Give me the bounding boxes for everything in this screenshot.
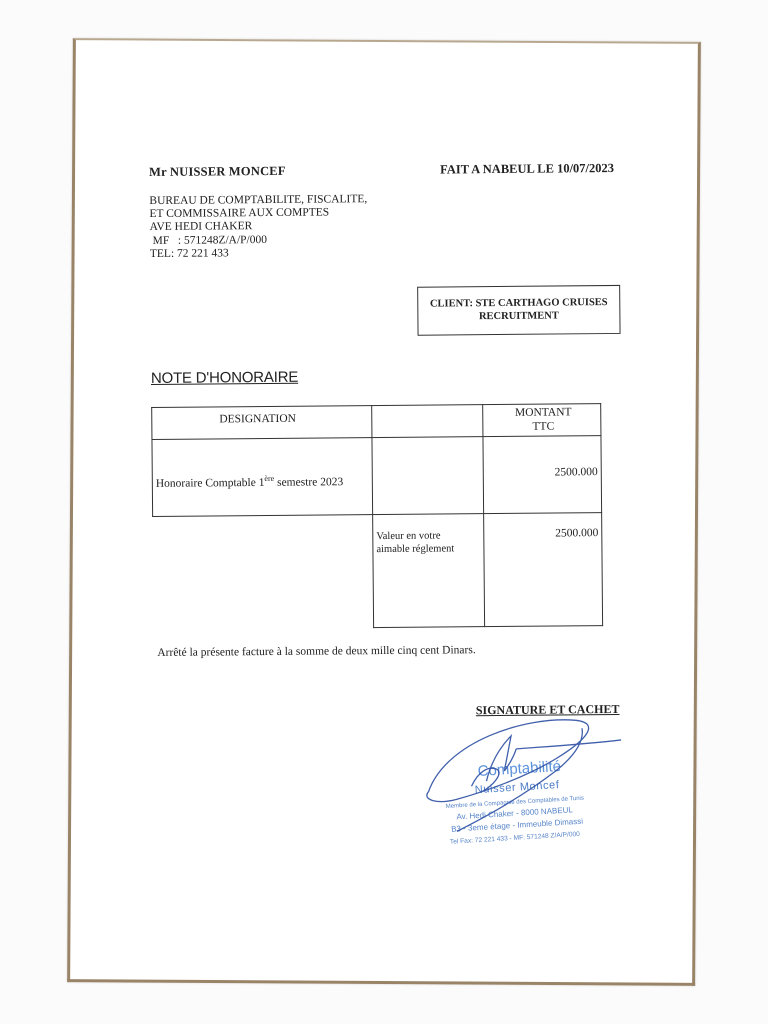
company-stamp — [416, 710, 647, 857]
table-divider-1 — [371, 405, 374, 628]
col-header-montant — [487, 405, 599, 434]
valeur-label — [376, 529, 454, 556]
table-border-row — [152, 512, 602, 517]
row-designation — [156, 471, 343, 490]
table-divider-2 — [482, 404, 485, 627]
stamp-line-1: Membre de la Compagnie des Comptables de Tunis — [445, 795, 585, 810]
col-header-montant-line2: TTC — [532, 420, 555, 433]
sender-line: MF : 571248Z/A/P/000 — [149, 233, 268, 247]
table-border-right — [600, 403, 603, 626]
sender-line: AVE HEDI CHAKER — [149, 220, 253, 234]
valeur-line-1: Valeur en votre — [376, 530, 441, 543]
sender-line: BUREAU DE COMPTABILITE, FISCALITE, — [149, 193, 368, 208]
sender-name: Mr NUISSER MONCEF — [149, 163, 286, 180]
row-label-sup: ère — [264, 473, 275, 484]
sender-address-block — [149, 193, 367, 261]
table-border-header — [151, 435, 601, 440]
table-border-bottom — [373, 625, 603, 628]
row-amount: 2500.000 — [554, 466, 598, 479]
stamp-line-3: B3 - 3eme étage - Immeuble Dimassi — [450, 816, 584, 834]
sender-line: ET COMMISSAIRE AUX COMPTES — [149, 206, 330, 221]
col-header-montant-line1: MONTANT — [514, 406, 572, 419]
client-line-1: CLIENT: STE CARTHAGO CRUISES — [429, 297, 608, 310]
valeur-line-2: aimable réglement — [376, 543, 455, 556]
stamp-title: Comptabilité — [477, 757, 562, 780]
table-border-left — [151, 407, 153, 517]
stamp-line-4: Tel Fax: 72 221 433 - MF: 571248 Z/A/P/000 — [449, 830, 581, 846]
row-label-prefix: Honoraire Comptable 1 — [155, 476, 265, 490]
client-line-2: RECRUITMENT — [478, 310, 559, 323]
row-label-suffix: semestre 2023 — [274, 476, 344, 489]
signature-label: SIGNATURE ET CACHET — [475, 701, 620, 718]
client-box — [417, 285, 620, 336]
stamp-line-2: Av. Hedi Chaker - 8000 NABEUL — [456, 805, 574, 822]
total-amount: 2500.000 — [555, 527, 599, 540]
amount-in-words: Arrêté la présente facture à la somme de deux mille cinq cent Dinars. — [157, 644, 476, 659]
place-date: FAIT A NABEUL LE 10/07/2023 — [440, 160, 615, 177]
col-header-designation: DESIGNATION — [219, 412, 297, 426]
document-title: NOTE D'HONORAIRE — [150, 368, 299, 388]
sender-line: TEL: 72 221 433 — [149, 247, 229, 260]
stamp-name: Nuisser Moncef — [474, 779, 560, 797]
